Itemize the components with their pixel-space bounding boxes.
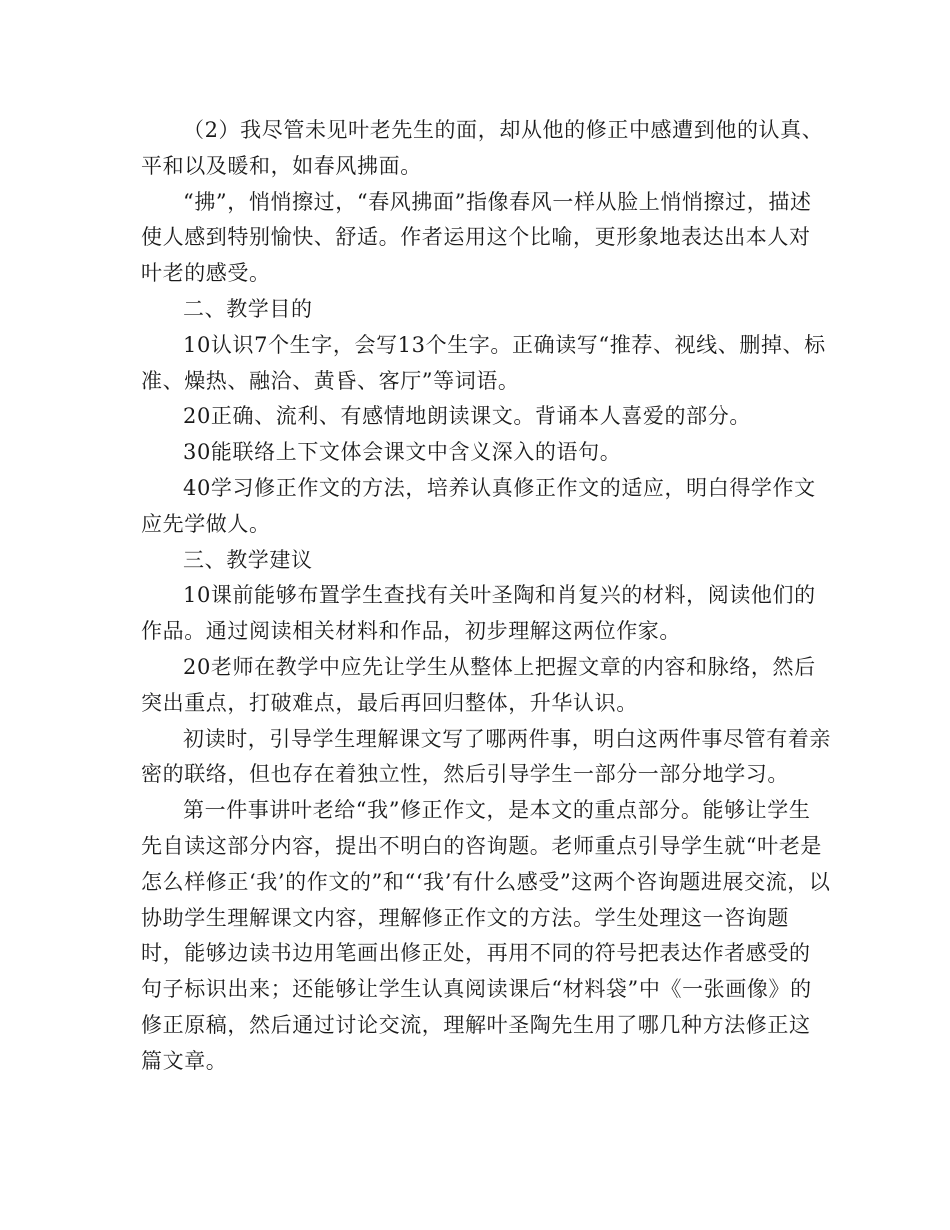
paragraph-metaphor-explanation: “拂”，悄悄擦过，“春风拂面”指像春风一样从脸上悄悄擦过，描述使人感到特别愉快、舒适。作者运用这个比喻，更形象地表达出本人对叶老的感受。 (141, 189, 812, 286)
paragraph-first-reading: 初读时，引导学生理解课文写了哪两件事，明白这两件事尽管有着亲密的联络，但也存在着独立性，然后引导学生一部分一部分地学习。 (141, 726, 831, 787)
paragraph-quote-reflection: （2）我尽管未见叶老先生的面，却从他的修正中感遭到他的认真、平和以及暖和，如春风拂面。 (141, 118, 824, 178)
goal-item-1: 10认识7个生字，会写13个生字。正确读写“推荐、视线、删掉、标准、燥热、融洽、黄昏、客厅”等词语。 (141, 332, 826, 393)
suggestion-item-1: 10课前能够布置学生查找有关叶圣陶和肖复兴的材料，阅读他们的作品。通过阅读相关材料和作品，初步理解这两位作家。 (141, 583, 816, 644)
document-body (141, 113, 831, 1080)
goal-item-2: 20正确、流利、有感情地朗读课文。背诵本人喜爱的部分。 (183, 404, 751, 429)
section-heading-teaching-suggestions: 三、教学建议 (183, 547, 313, 572)
paragraph-first-event: 第一件事讲叶老给“我”修正作文，是本文的重点部分。能够让学生先自读这部分内容，提出不明白的咨询题。老师重点引导学生就“叶老是怎么样修正‘我’的作文的”和“‘我’有什么感受”这两个咨询题进展交流，以协助学生理解课文内容，理解修正作文的方法。学生处理这一咨询题时，能够边读书边用笔画出修正处，再用不同的符号把表达作者感受的句子标识出来；还能够让学生认真阅读课后“材料袋”中《一张画像》的修正原稿，然后通过讨论交流，理解叶圣陶先生用了哪几种方法修正这篇文章。 (141, 798, 831, 1073)
section-heading-teaching-goals: 二、教学目的 (183, 296, 313, 321)
goal-item-3: 30能联络上下文体会课文中含义深入的语句。 (183, 440, 622, 465)
suggestion-item-2: 20老师在教学中应先让学生从整体上把握文章的内容和脉络，然后突出重点，打破难点，最后再回归整体，升华认识。 (141, 654, 816, 715)
goal-item-4: 40学习修正作文的方法，培养认真修正作文的适应，明白得学作文应先学做人。 (141, 475, 816, 536)
